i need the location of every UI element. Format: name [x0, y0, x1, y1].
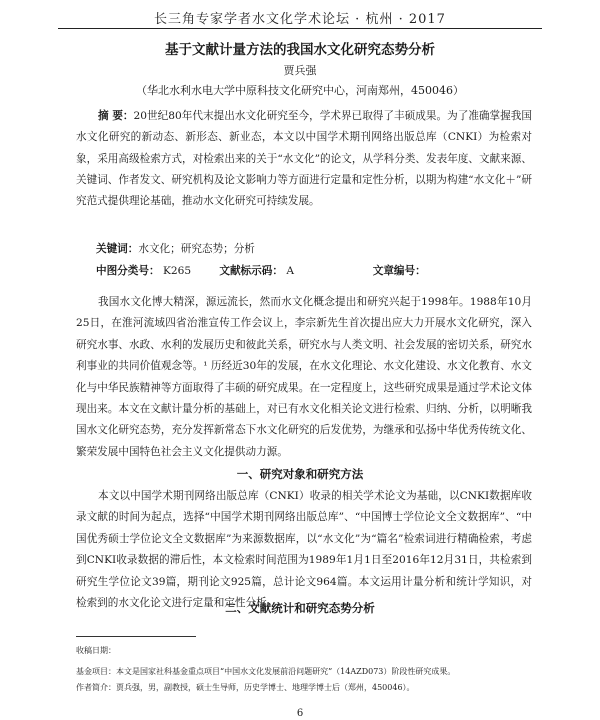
article-no-label: 文章编号：: [372, 265, 426, 277]
clc-field: [96, 263, 216, 278]
body-paragraph-1: 我国水文化博大精深，源远流长，然而水文化概念提出和研究兴起于1998年。1988年10月25日，在淮河流域四省治淮宣传工作会议上，李宗新先生首次提出应大力开展水文化研究，深入研究水事、水政、水利的发展历史和彼此关系，研究水与人类文明、社会发展的密切关系，研究水利事业的共同价值观念等。¹ 历经近30年的发展，在水文化理论、水文化建设、水文化教育、水文化与中华民族精神等方面取得了丰硕的研究成果。在一定程度上，这些研究成果是通过学术论文体现出来。本文在文献计量分析的基础上，对已有水文化相关论文进行检索、归纳、分析，以明晰我国水文化研究态势，充分发挥新常态下水文化研究的后发优势，为继承和弘扬中华优秀传统文化、繁荣发展中国特色社会主义文化提供动力源。: [76, 296, 532, 458]
keywords: [96, 241, 255, 256]
footnote-rule: [76, 636, 196, 637]
section-heading-1: 一、研究对象和研究方法: [236, 467, 364, 481]
running-header: 长三角专家学者水文化学术论坛 · 杭州 · 2017: [154, 12, 446, 27]
author-name: 贾兵强: [283, 64, 317, 77]
keywords-text: 水文化；研究态势；分析: [138, 243, 255, 255]
abstract-text: 20世纪80年代末提出水文化研究至今，学术界已取得了丰硕成果。为了准确掌握我国水文化研究的新动态、新形态、新业态，本文以中国学术期刊网络出版总库（CNKI）为检索对象，采用高级检索方式，对检索出来的关于“水文化”的论文，从学科分类、发表年度、文献来源、关键词、作者发文、研究机构及论文影响力等方面进行定量和定性分析，以期为构建“水文化＋”研究范式提供理论基础，推动水文化研究可持续发展。: [76, 110, 532, 208]
keywords-label: 关键词：: [96, 243, 139, 255]
body-paragraph-2: 本文以中国学术期刊网络出版总库（CNKI）收录的相关学术论文为基础，以CNKI数据库收录文献的时间为起点，选择“中国学术期刊网络出版总库”、“中国博士学位论文全文数据库”、“中国优秀硕士学位论文全文数据库”为来源数据库，以“水文化”为“篇名”检索词进行精确检索，考虑到CNKI收录数据的滞后性，本文检索时间范围为1989年1月1日至2016年12月31日，共检索到研究生学位论文39篇，期刊论文925篇，总计论文964篇。本文运用计量分析和统计学知识，对检索到的水文化论文进行定量和定性分析。: [76, 490, 532, 610]
doc-code-value: A: [286, 265, 294, 277]
footnote-fund: 基金项目：本文是国家社科基金重点项目“中国水文化发展前沿问题研究”（14AZD073）阶段性研究成果。: [76, 667, 456, 676]
page-number: 6: [296, 708, 304, 719]
footnote-author-info: 作者简介：贾兵强，男，副教授，硕士生导师，历史学博士、地理学博士后（郑州，450046）。: [76, 683, 415, 692]
footnote-received: 收稿日期：: [76, 646, 116, 655]
doc-code-label: 文献标示码：: [219, 265, 283, 277]
abstract: [76, 106, 532, 212]
author-affiliation: （华北水利水电大学中原科技文化研究中心，河南郑州，450046）: [136, 84, 464, 97]
doc-code-field: [219, 263, 369, 278]
article-title: 基于文献计量方法的我国水文化研究态势分析: [165, 42, 435, 58]
header-rule: [58, 28, 542, 29]
article-no-field: [373, 263, 426, 278]
clc-label: 中图分类号：: [96, 265, 160, 277]
classification-line: [96, 263, 526, 278]
abstract-label: 摘 要：: [98, 110, 134, 122]
section-heading-2: 二、文献统计和研究态势分析: [225, 601, 375, 615]
clc-value: K265: [162, 265, 192, 277]
